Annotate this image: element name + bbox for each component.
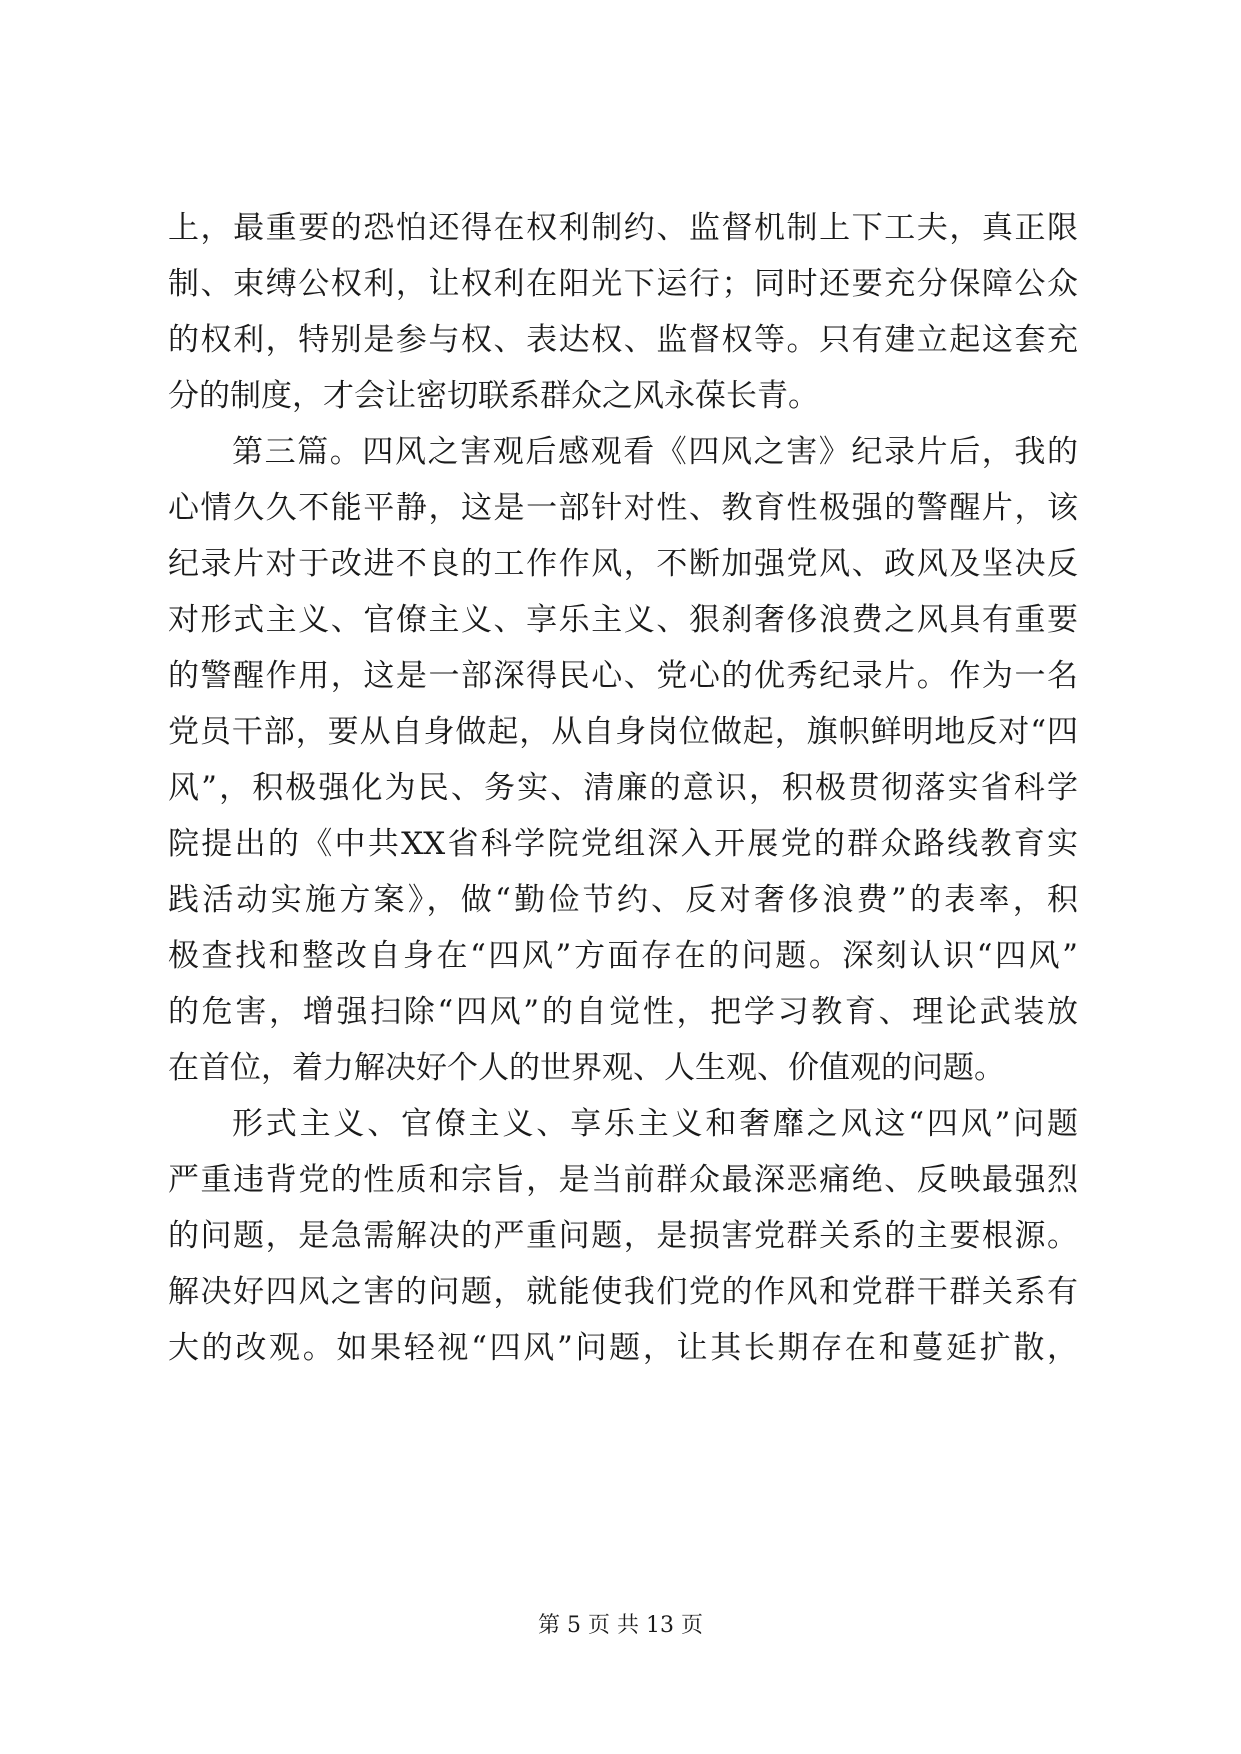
text-line: 党员干部，要从自身做起，从自身岗位做起，旗帜鲜明地反对“四 (168, 714, 1078, 750)
text-line: 在首位，着力解决好个人的世界观、人生观、价值观的问题。 (168, 1050, 1005, 1086)
text-line: 分的制度，才会让密切联系群众之风永葆长青。 (168, 378, 819, 414)
text-line: 第三篇。四风之害观后感观看《四风之害》纪录片后，我的 (232, 434, 1078, 470)
page-number-footer: 第 5 页 共 13 页 (538, 1613, 703, 1638)
text-line: 风”，积极强化为民、务实、清廉的意识，积极贯彻落实省科学 (168, 770, 1078, 806)
text-line: 的警醒作用，这是一部深得民心、党心的优秀纪录片。作为一名 (168, 658, 1078, 694)
text-line: 纪录片对于改进不良的工作作风，不断加强党风、政风及坚决反 (168, 546, 1078, 582)
text-line: 解决好四风之害的问题，就能使我们党的作风和党群干群关系有 (168, 1274, 1078, 1310)
text-line: 的问题，是急需解决的严重问题，是损害党群关系的主要根源。 (168, 1218, 1078, 1254)
text-line: 上，最重要的恐怕还得在权利制约、监督机制上下工夫，真正限 (168, 210, 1078, 246)
text-line: 大的改观。如果轻视“四风”问题，让其长期存在和蔓延扩散， (168, 1330, 1078, 1366)
text-line: 践活动实施方案》，做“勤俭节约、反对奢侈浪费”的表率，积 (168, 882, 1078, 918)
text-line: 的权利，特别是参与权、表达权、监督权等。只有建立起这套充 (168, 322, 1078, 358)
text-line: 严重违背党的性质和宗旨，是当前群众最深恶痛绝、反映最强烈 (168, 1162, 1078, 1198)
text-line: 院提出的《中共XX省科学院党组深入开展党的群众路线教育实 (168, 826, 1078, 862)
text-line: 形式主义、官僚主义、享乐主义和奢靡之风这“四风”问题 (232, 1106, 1078, 1142)
text-line: 心情久久不能平静，这是一部针对性、教育性极强的警醒片，该 (168, 490, 1078, 526)
text-line: 制、束缚公权利，让权利在阳光下运行；同时还要充分保障公众 (168, 266, 1078, 302)
text-line: 对形式主义、官僚主义、享乐主义、狠刹奢侈浪费之风具有重要 (168, 602, 1078, 638)
text-line: 的危害，增强扫除“四风”的自觉性，把学习教育、理论武装放 (168, 994, 1078, 1030)
text-line: 极查找和整改自身在“四风”方面存在的问题。深刻认识“四风” (168, 938, 1078, 974)
